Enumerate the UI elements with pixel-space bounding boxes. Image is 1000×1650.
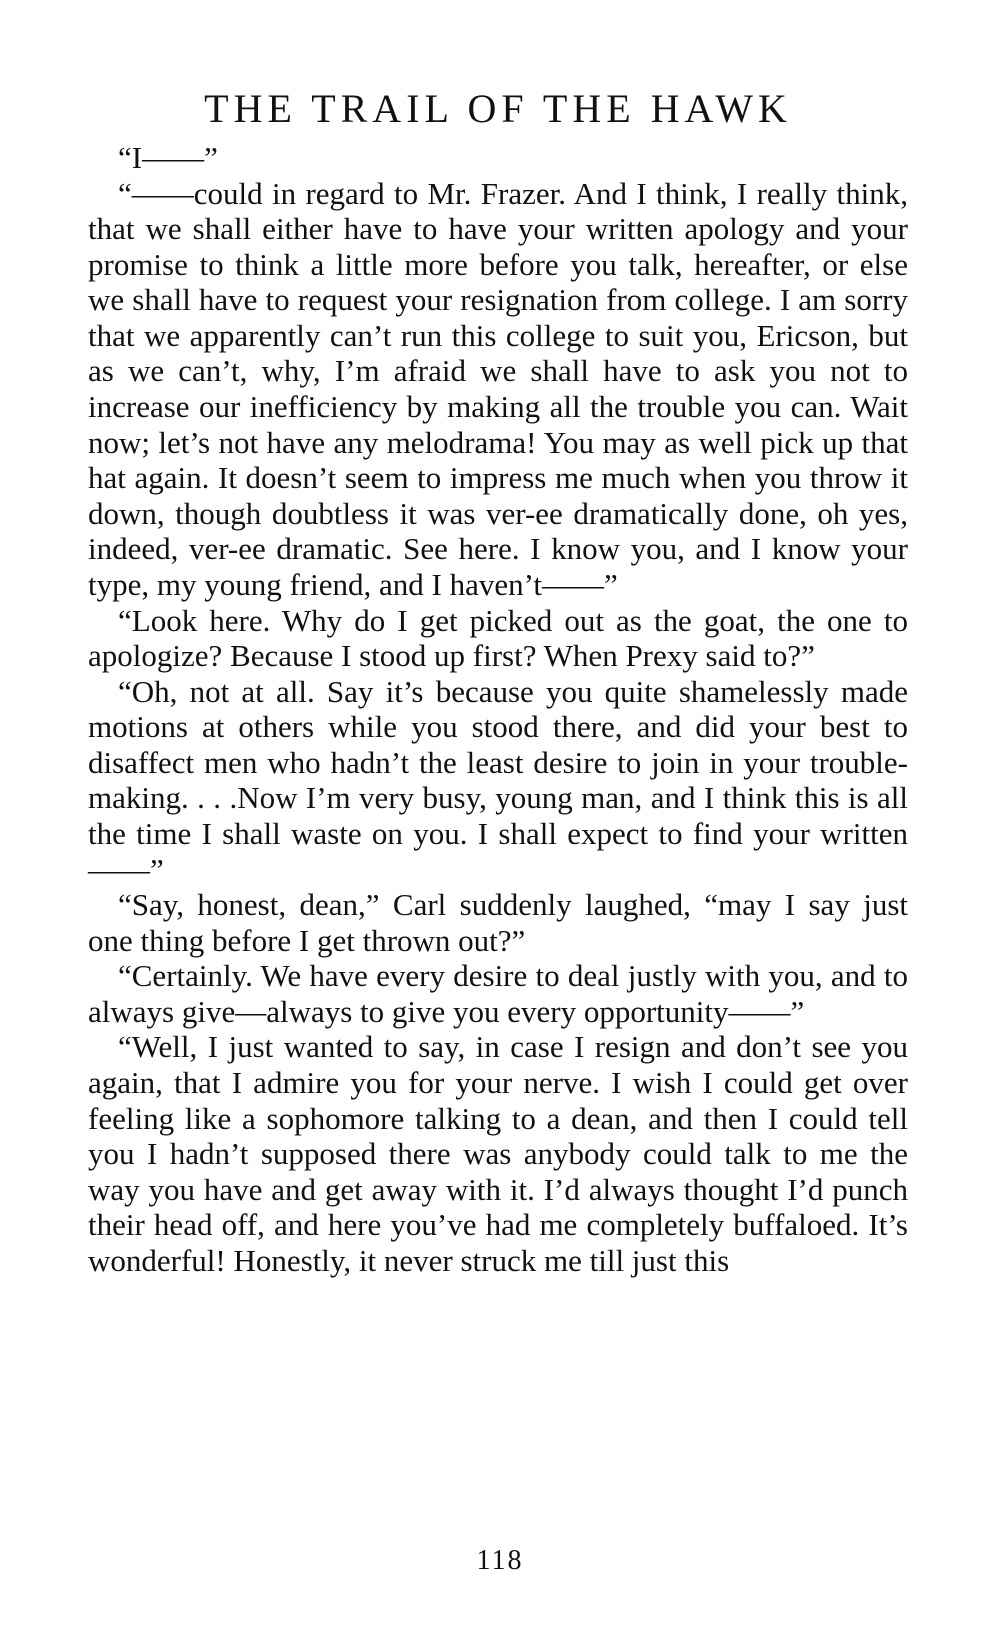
body-text <box>88 140 908 1279</box>
book-page <box>88 84 908 1279</box>
paragraph: “Well, I just wanted to say, in case I resign and don’t see you again, that I admire you for your nerve. I wish I could get over feeling like a sophomore talking to a dean, and then I could tell you I hadn’t supposed there was anybody could talk to me the way you have and get away with it. I’d always thought I’d punch their head off, and here you’ve had me completely buffaloed. It’s wonderful! Honestly, it never struck me till just this <box>88 1029 908 1278</box>
paragraph: “——could in regard to Mr. Frazer. And I think, I really think, that we shall either have to have your written apology and your promise to think a little more before you talk, hereafter, or else we shall have to request your resignation from college. I am sorry that we apparently can’t run this college to suit you, Ericson, but as we can’t, why, I’m afraid we shall have to ask you not to increase our inefficiency by making all the trouble you can. Wait now; let’s not have any melodrama! You may as well pick up that hat again. It doesn’t seem to impress me much when you throw it down, though doubtless it was ver-ee dramatically done, oh yes, indeed, ver-ee dramatic. See here. I know you, and I know your type, my young friend, and I haven’t——” <box>88 175 908 602</box>
paragraph: “Certainly. We have every desire to deal justly with you, and to always give—always to give you every opportunity——” <box>88 958 908 1029</box>
running-head: THE TRAIL OF THE HAWK <box>204 86 792 131</box>
paragraph: “Oh, not at all. Say it’s because you quite shamelessly made motions at others while you stood there, and did your best to disaffect men who hadn’t the least desire to join in your trouble-making. . . .Now I’m very busy, young man, and I think this is all the time I shall waste on you. I shall expect to find your written——” <box>88 673 908 887</box>
paragraph: “Look here. Why do I get picked out as the goat, the one to apologize? Because I stood up first? When Prexy said to?” <box>88 602 908 674</box>
page-number: 118 <box>476 1545 524 1576</box>
paragraph: “Say, honest, dean,” Carl suddenly laughed, “may I say just one thing before I get thrown out?” <box>88 887 908 958</box>
paragraph: “I——” <box>118 140 218 175</box>
